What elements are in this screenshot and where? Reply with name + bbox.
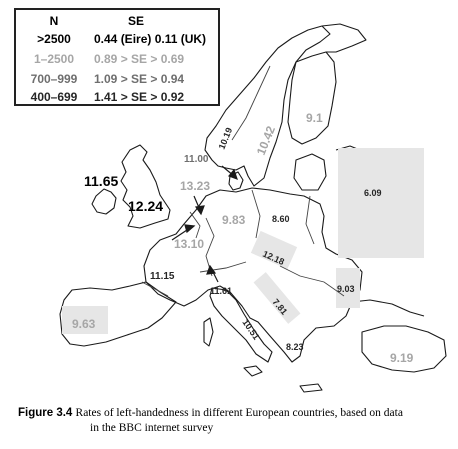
legend-se-value: 0.89 > SE > 0.69 [94, 52, 185, 66]
figure-caption [18, 406, 450, 436]
legend-se-value: 1.09 > SE > 0.94 [94, 72, 185, 86]
legend-header-n: N [49, 14, 59, 28]
map-label-hungary: 12.18 [261, 248, 286, 267]
map-label-russia: 6.09 [364, 188, 382, 198]
map-label-poland: 8.60 [272, 214, 290, 224]
legend-se-value: 1.41 > SE > 0.92 [94, 90, 185, 104]
sicily-outline [244, 366, 262, 376]
map-label-serbia: 7.81 [270, 296, 290, 317]
legend-n-value: 1–2500 [33, 52, 75, 66]
great-britain-outline [121, 145, 170, 228]
legend-n-value: 700–999 [30, 72, 78, 86]
italy-outline [210, 288, 272, 362]
map-label-turkey: 9.19 [390, 351, 414, 365]
legend-n-value: 400–699 [30, 90, 78, 104]
arrow-netherlands-head [196, 206, 204, 214]
legend-row [16, 90, 222, 108]
ireland-outline [92, 189, 116, 214]
caption-line-1: Rates of left-handedness in different European countries, based on data [75, 407, 403, 419]
map-label-france: 11.15 [150, 271, 175, 282]
border-alps [200, 262, 246, 272]
map-label-italy: 10.51 [240, 317, 262, 342]
crete-outline [300, 384, 322, 392]
kola-outline [322, 24, 366, 52]
legend-se-value: 0.44 (Eire) 0.11 (UK) [94, 32, 207, 46]
map-label-uk: 12.24 [128, 198, 164, 214]
map-label-netherlands: 13.23 [180, 179, 211, 193]
map-label-switzerland: 11.61 [210, 286, 233, 296]
legend-box [14, 8, 220, 106]
caption-line-2: in the BBC internet survey [90, 422, 214, 434]
figure-label: Figure 3.4 [18, 407, 73, 419]
map-label-norway: 10.19 [216, 126, 235, 151]
black-sea-outline [352, 300, 424, 316]
map-label-belgium: 13.10 [174, 237, 205, 251]
sardinia-outline [204, 318, 213, 346]
map-label-romania: 9.03 [337, 284, 355, 294]
finland-outline [288, 52, 336, 144]
map-label-ireland: 11.65 [84, 173, 119, 189]
map-label-greece: 8.23 [286, 342, 304, 352]
border-poland-east [306, 196, 314, 244]
turkey-outline [362, 326, 446, 372]
map-label-denmark: 11.00 [184, 154, 209, 165]
legend-row [16, 52, 222, 70]
map-label-sweden: 10.42 [253, 124, 279, 158]
legend-row [16, 32, 222, 50]
legend-header-se: SE [128, 14, 145, 28]
legend-header [16, 14, 222, 32]
border-balkans [280, 266, 344, 296]
legend-row [16, 72, 222, 90]
border-pyrenees [142, 282, 168, 296]
map-label-finland: 9.1 [306, 111, 323, 125]
scandinavia-outline [205, 26, 330, 186]
arrow-belgium-head [185, 225, 194, 232]
legend-n-value: >2500 [37, 32, 71, 46]
map-label-germany: 9.83 [222, 213, 246, 227]
border-germany-poland [252, 190, 260, 238]
baltic-outline [294, 154, 326, 190]
russia-region [338, 148, 424, 258]
map-label-spain: 9.63 [72, 317, 96, 331]
